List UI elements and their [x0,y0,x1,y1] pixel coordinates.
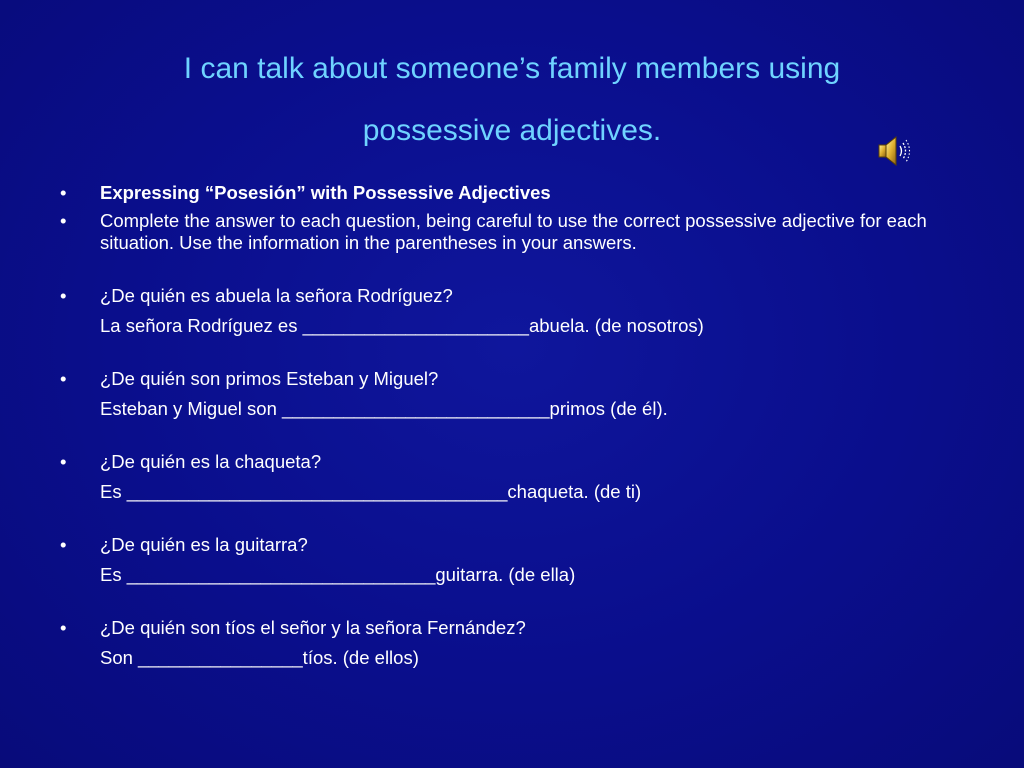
title-line-1: I can talk about someone’s family members using [183,52,841,85]
heading-item [60,182,980,204]
instructions-item [60,210,980,254]
speaker-icon[interactable] [876,134,912,168]
bullet: • [60,285,67,306]
bullet: • [60,210,67,231]
question-item-5 [60,617,980,639]
bullet: • [60,451,67,472]
question-text: ¿De quién son tíos el señor y la señora Fernández? [100,617,526,638]
question-item-3 [60,451,980,473]
question-text: ¿De quién son primos Esteban y Miguel? [100,368,439,389]
answer-line-4: Es ______________________________guitarra. (de ella) [100,564,576,585]
section-heading: Expressing “Posesión” with Possessive Adjectives [100,182,551,203]
answer-line-5: Son ________________tíos. (de ellos) [100,647,419,668]
question-item-2 [60,368,980,390]
answer-line-2: Esteban y Miguel son __________________________primos (de él). [100,398,668,419]
slide-content [60,182,980,669]
question-text: ¿De quién es abuela la señora Rodríguez? [100,285,453,306]
bullet: • [60,368,67,389]
question-text: ¿De quién es la chaqueta? [100,451,322,472]
slide-title [0,38,1024,162]
bullet: • [60,617,67,638]
question-item-1 [60,285,980,307]
answer-line-3: Es _____________________________________chaqueta. (de ti) [100,481,642,502]
bullet: • [60,182,67,203]
title-line-2: possessive adjectives. [362,114,662,147]
bullet: • [60,534,67,555]
answer-line-1: La señora Rodríguez es ______________________abuela. (de nosotros) [100,315,704,336]
question-text: ¿De quién es la guitarra? [100,534,308,555]
question-item-4 [60,534,980,556]
instructions-text: Complete the answer to each question, being careful to use the correct possessive adjective for each situation. Use the information in the parentheses in your answers. [100,210,927,253]
